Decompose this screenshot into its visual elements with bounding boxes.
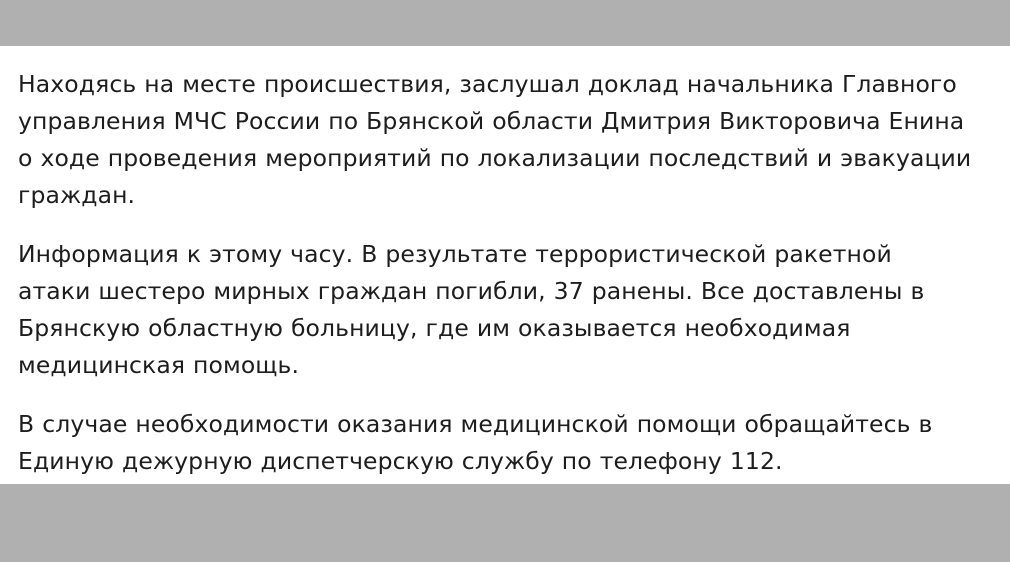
top-border-band <box>0 0 1010 46</box>
bottom-border-band <box>0 484 1010 562</box>
paragraph-2: Информация к этому часу. В результате террористической ракетной атаки шестеро мирных граждан погибли, 37 ранены. Все доставлены в Брянскую областную больницу, где им оказывается необходимая медицинская помощь. <box>18 240 925 379</box>
text-sheet <box>0 46 1010 484</box>
paragraph-3: В случае необходимости оказания медицинской помощи обращайтесь в Единую дежурную диспетчерскую службу по телефону 112. <box>18 410 933 475</box>
paragraph-1: Находясь на месте происшествия, заслушал доклад начальника Главного управления МЧС России по Брянской области Дмитрия Викторовича Енина о ходе проведения мероприятий по локализации последствий и эвакуации граждан. <box>18 70 972 209</box>
